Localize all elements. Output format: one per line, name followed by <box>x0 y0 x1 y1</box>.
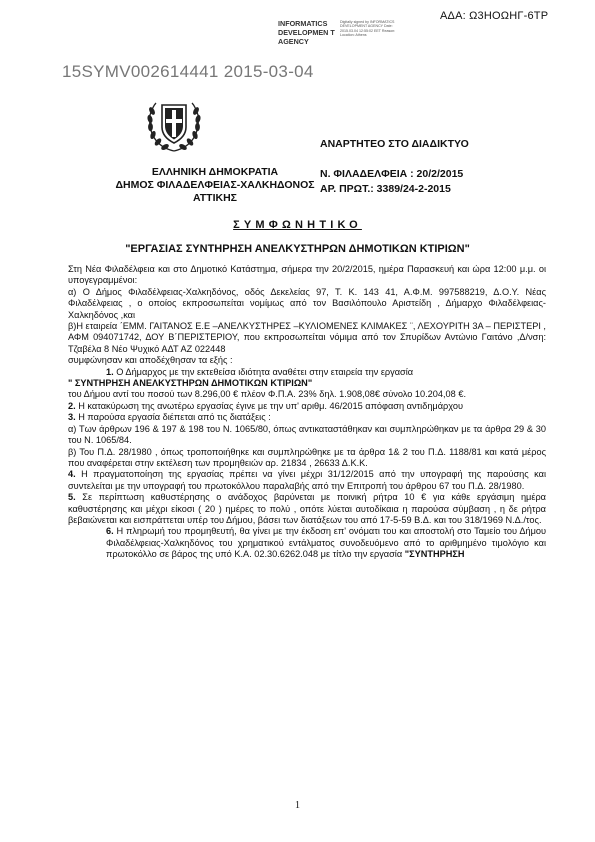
clause-number: 6. <box>106 526 114 537</box>
agreement-body <box>68 264 546 561</box>
clause-text: Η πληρωμή του προμηθευτή, θα γίνει με την έκδοση επ' ονόματι του και αποστολή στο Ταμείο του Δήμου Φιλαδέλφειας-Χαλκηδόνος του χρηματικού εντάλματος συνοδευόμενο από το αριθμημένο τιμολόγιο και πρωτοκόλλο σε βάρος της υπό Κ.Α. 02.30.6262.048 με τίτλο την εργασία <box>106 526 546 560</box>
digital-signature-label: INFORMATICS DEVELOPMEN T AGENCY <box>278 19 335 46</box>
intro-paragraph: Στη Νέα Φιλαδέλφεια και στο Δημοτικό Κατάστημα, σήμερα την 20/2/2015, ημέρα Παρασκευή και ώρα 12:00 μ.μ. οι υπογεγραμμένοι: <box>68 264 546 286</box>
clause-bold-text: "ΣΥΝΤΗΡΗΣΗ <box>404 549 465 560</box>
clause-bold-text: " ΣΥΝΤΗΡΗΣΗ ΑΝΕΛΚΥΣΤΗΡΩΝ ΔΗΜΟΤΙΚΩΝ ΚΤΙΡΙΩΝ" <box>68 378 313 389</box>
republic-name: ΕΛΛΗΝΙΚΗ ΔΗΜΟΚΡΑΤΙΑ <box>151 166 279 178</box>
clause-number: 5. <box>68 492 76 503</box>
clause-number: 2. <box>68 400 76 411</box>
clause-text: του Δήμου αντί του ποσού των 8.296,00 € πλέον Φ.Π.Α. 23% δηλ. 1.908,08€ σύνολο 10.204,08 €. <box>68 389 466 400</box>
greek-coat-of-arms-icon <box>142 93 206 157</box>
clause-text: Ο Δήμαρχος με την εκτεθείσα ιδιότητα αναθέτει στην εταιρεία την εργασία <box>116 366 414 377</box>
ada-code: ΑΔΑ: Ω3ΗΟΩΗΓ-6ΤΡ <box>440 10 549 22</box>
agreed-paragraph: συμφώνησαν και αποδέχθησαν τα εξής : <box>68 355 233 366</box>
document-stamp: 15SYMV002614441 2015-03-04 <box>62 62 314 81</box>
issuer-header <box>90 166 340 205</box>
digital-signature-details: Digitally signed by INFORMATICS DEVELOPMENT AGENCY Date: 2015.03.04 12:55:02 EET Reason: Location: Athens <box>340 20 396 38</box>
document-date: Ν. ΦΙΛΑΔΕΛΦΕΙΑ : 20/2/2015 <box>320 167 464 180</box>
clause-5 <box>68 492 546 526</box>
clause-number: 4. <box>68 469 76 480</box>
clause-3-sub-a: α) Των άρθρων 196 & 197 & 198 του Ν. 1065/80, όπως αντικαταστάθηκαν και συμπληρώθηκαν με τα άρθρα 29 & 30 του Ν. 1065/84. <box>68 423 546 446</box>
document-title: ΣΥΜΦΩΝΗΤΙΚΟ <box>233 219 362 231</box>
clause-3 <box>68 412 546 423</box>
clause-2 <box>68 401 546 412</box>
clause-1 <box>68 367 546 378</box>
clause-4 <box>68 469 546 492</box>
clause-number: 1. <box>106 366 114 377</box>
clause-text: Σε περίπτωση καθυστέρησης ο ανάδοχος βαρύνεται με ποινική ρήτρα 10 € για κάθε εργάσιμη ημέρα καθυστέρησης και μέχρι είκοσι ( 20 ) ημέρες το πολύ , οπότε λύεται αυτοδίκαια η παρούσα σύμβαση , η δε ρήτρα βεβαιώνεται και εισπράττεται υπέρ του Δήμου, βάσει των διατάξεων του από 17-5-59 Β.Δ. και του 318/1969 Ν.Δ./τος. <box>68 492 546 525</box>
document-subtitle: "ΕΡΓΑΣΙΑΣ ΣΥΝΤΗΡΗΣΗ ΑΝΕΛΚΥΣΤΗΡΩΝ ΔΗΜΟΤΙΚΩΝ ΚΤΙΡΙΩΝ" <box>125 243 470 255</box>
clause-3-sub-b: β) Του Π.Δ. 28/1980 , όπως τροποποιήθηκε και συμπληρώθηκε με τα άρθρα 1& 2 του Π.Δ. 1188/81 και κατά μέρος που αναφέρεται στην εκτέλεση των προμηθειών αρ. 21834 , 26633 Δ.Κ.Κ. <box>68 446 546 468</box>
party-a-paragraph: α) Ο Δήμος Φιλαδέλφειας-Χαλκηδόνος, οδός Δεκελείας 97, Τ. Κ. 143 41, Α.Φ.Μ. 997588219, Δ.Ο.Υ. Νέας Φιλαδέλφειας , ο οποίος εκπροσωπείται νομίμως από τον Βασιλόπουλο Αριστείδη , Δήμαρχο Φιλαδέλφειας-Χαλκηδόνος ,και <box>68 286 546 320</box>
clause-text: Η πραγματοποίηση της εργασίας πρέπει να γίνει μέχρι 31/12/2015 από την υπογραφή της παρούσης και συντελείται με την υπογραφή του πρωτοκόλλου παραλαβής από την Επιτροπή του άρθρου 67 του Π.Δ. 28/1980. <box>68 469 546 491</box>
party-b-paragraph: β)Η εταιρεία ΄ΕΜΜ. ΓΑΙΤΑΝΟΣ Ε.Ε –ΑΝΕΛΚΥΣΤΗΡΕΣ –ΚΥΛΙΟΜΕΝΕΣ ΚΛΙΜΑΚΕΣ ¨, ΛΕΧΟΥΡΙΤΗ 3Α – ΠΕΡΙΣΤΕΡΙ , ΑΦΜ 094071742, ΔΟΥ Β΄ΠΕΡΙΣΤΕΡΙΟΥ, που εκπροσωπείται νόμιμα από τον Σπυρίδων Αντώνιο Γαιτάνο ,Δ/νση: Τζαβέλα 8 Νέο Ψυχικό ΑΔΤ ΑΖ 022448 <box>68 321 546 354</box>
clause-6 <box>68 526 546 560</box>
clause-number: 3. <box>68 412 76 423</box>
municipality-name: ΔΗΜΟΣ ΦΙΛΑΔΕΛΦΕΙΑΣ-ΧΑΛΚΗΔΟΝΟΣ <box>115 179 315 191</box>
page-number: 1 <box>295 800 300 811</box>
protocol-number: ΑΡ. ΠΡΩΤ.: 3389/24-2-2015 <box>320 183 451 195</box>
clause-text: Η παρούσα εργασία διέπεται από τις διατάξεις : <box>78 412 271 423</box>
region-name: ΑΤΤΙΚΗΣ <box>193 192 237 204</box>
posting-notice: ΑΝΑΡΤΗΤΕΟ ΣΤΟ ΔΙΑΔΙΚΤΥΟ <box>320 138 469 150</box>
clause-1-continued <box>68 378 546 401</box>
clause-text: Η κατακύρωση της ανωτέρω εργασίας έγινε με την υπ' αριθμ. 46/2015 απόφαση αντιδημάρχου <box>78 400 463 411</box>
document-meta <box>320 137 469 198</box>
